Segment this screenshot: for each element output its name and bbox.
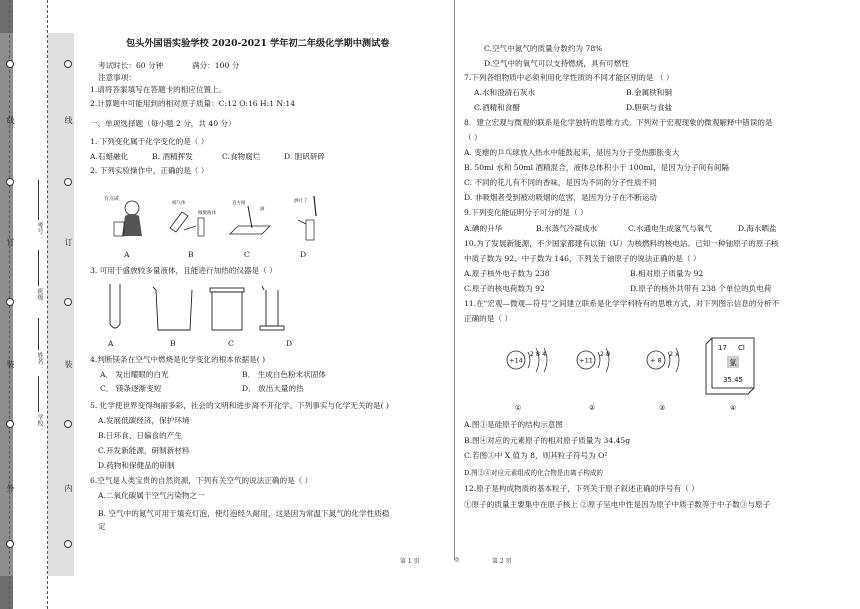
atom-shells: 2 8 bbox=[599, 350, 611, 358]
page-number-2: 第 2 页 bbox=[492, 558, 512, 565]
binding-label: 线 bbox=[6, 116, 15, 124]
q5-option-c: C.开发新能源，研制新材料 bbox=[98, 446, 190, 455]
q1-stem: 1. 下列变化属于化学变化的是（ ） bbox=[90, 137, 209, 146]
q10-option-d: D.原子的核外共带有 238 个单位的负电荷 bbox=[630, 284, 772, 293]
binding-circle bbox=[64, 60, 72, 68]
q2-stem: 2. 下列实验操作中，正确的是（ ） bbox=[90, 166, 209, 175]
q4-option-d: D． 放出大量的热 bbox=[242, 384, 304, 393]
q7-option-b: B.金属铁和铜 bbox=[626, 88, 672, 97]
atom-nucleus: + 8 bbox=[650, 356, 662, 365]
column-divider bbox=[454, 0, 455, 560]
q10-option-b: B.相对原子质量为 92 bbox=[630, 269, 704, 278]
atom-diagram-2 bbox=[577, 348, 610, 412]
q2-figure-text: 洒汁了 bbox=[294, 199, 308, 204]
q1-option-d: D. 胆矾研碎 bbox=[284, 152, 326, 161]
exam-number-field-label: 考号： bbox=[36, 222, 43, 240]
q4-option-b: B． 生成白色粉末状固体 bbox=[242, 370, 326, 379]
paper-illustration bbox=[230, 199, 270, 234]
gas-jar-icon bbox=[210, 288, 244, 330]
q10-option-a: A.原子核外电子数为 238 bbox=[464, 269, 550, 278]
q3-option-b: B bbox=[170, 339, 176, 348]
binding-label: 订 bbox=[6, 238, 15, 246]
element-tile bbox=[706, 338, 754, 412]
atom-shells: 2 8 4 bbox=[529, 350, 547, 358]
q10-stem: 10.为了发展新能源，不少国家都建有以铀（U）为核燃料的核电站。已知一种铀原子的原子核 bbox=[464, 239, 779, 248]
q5-option-a: A.发展低碳经济，保护环境 bbox=[98, 416, 190, 425]
q9-option-c: C.水通电生成氢气与氧气 bbox=[628, 224, 712, 233]
q7-stem: 7.下列各组物质中必须利用化学性质的不同才能区别的是 （ ） bbox=[464, 73, 674, 82]
inner-cut-line bbox=[47, 0, 48, 609]
q7-option-c: C.酒精和食醋 bbox=[474, 103, 520, 112]
q2-figure-text: 有点咸 bbox=[104, 196, 120, 202]
q3-option-d: D bbox=[286, 339, 293, 348]
atom-diagram-3 bbox=[647, 348, 679, 412]
q11-option-b: B.图④对应的元素原子的相对原子质量为 34.45g bbox=[464, 436, 631, 445]
q11-stem: 11.在"宏观—微观—符号"之间建立联系是化学学科特有的思维方式，对下列图示信息的分析不 bbox=[464, 299, 780, 308]
tasting-illustration bbox=[104, 195, 142, 236]
class-line bbox=[38, 250, 39, 286]
binding-label: 外 bbox=[6, 484, 15, 492]
section-heading: 一、单项选择题（每小题 2 分，共 40 分） bbox=[90, 119, 236, 128]
atom-shells: 2 x bbox=[668, 350, 680, 358]
q6-option-d: D.空气中的氧气可以支持燃烧，具有可燃性 bbox=[484, 59, 629, 68]
binding-circle bbox=[6, 420, 14, 428]
exam-time: 考试时长：60 分钟 bbox=[98, 61, 164, 70]
measuring-cylinder-icon bbox=[260, 286, 284, 330]
q11-option-a: A.图①是硅原子的结构示意图 bbox=[464, 420, 564, 429]
q6-option-c: C.空气中氮气的质量分数约为 78% bbox=[484, 44, 603, 53]
q3-figure bbox=[98, 282, 298, 334]
atom-nucleus: +11 bbox=[579, 356, 593, 365]
element-number: 17 bbox=[718, 344, 727, 352]
exam-number-line bbox=[38, 180, 39, 220]
q11-option-c: C.若图③中 X 值为 8，则其粒子符号为 O² bbox=[464, 451, 608, 460]
q9-option-a: A.碘的升华 bbox=[464, 224, 503, 233]
q3-option-a: A bbox=[108, 339, 114, 348]
q2-figure-text: 滴 bbox=[260, 207, 265, 212]
full-score: 满分：100 分 bbox=[192, 61, 240, 70]
binding-circle bbox=[6, 298, 14, 306]
q8-option-d: D. 非吸烟者受到被动吸烟的危害，是因为分子在不断运动 bbox=[464, 193, 657, 202]
element-name: 氯 bbox=[729, 359, 737, 367]
gray-block-top bbox=[0, 0, 13, 33]
smelling-illustration bbox=[170, 199, 216, 236]
q8-stem-cont: （ ） bbox=[464, 133, 482, 142]
q11-option-d: D.图②④对应元素组成的化合物是由离子构成的 bbox=[464, 469, 604, 477]
q4-option-c: C． 镁条逐渐变短 bbox=[100, 384, 162, 393]
element-mass: 35.45 bbox=[722, 376, 744, 384]
dropper-illustration bbox=[294, 196, 316, 240]
q8-stem: 8．建立宏观与微观的联系是化学独特的思维方式。下列对于宏观现象的微观解释中错误的是 bbox=[464, 118, 773, 127]
q6-stem: 6.空气是人类宝贵的自然资源，下列有关空气的说法正确的是（ ） bbox=[90, 476, 313, 485]
school-line bbox=[38, 376, 39, 412]
q12-stem: 12.原子是构成物质的基本粒子，下列关于原子叙述正确的序号有（ ） bbox=[464, 484, 699, 493]
binding-label: 内 bbox=[64, 484, 73, 492]
q3-stem: 3. 可用于盛放较多量液体，且能进行加热的仪器是（ ） bbox=[90, 266, 277, 275]
binding-label: 装 bbox=[6, 360, 15, 368]
q2-figure-text: 直方纸 bbox=[232, 201, 246, 206]
page-number-1: 第 1 页 bbox=[400, 558, 420, 565]
q9-option-d: D.海水晒盐 bbox=[738, 224, 777, 233]
q12-line2: ①原子的质量主要集中在原子核上 ②原子呈电中性是因为原子中质子数等于中子数③与原子 bbox=[464, 500, 771, 509]
notes-heading: 注意事项： bbox=[98, 73, 136, 82]
name-line bbox=[38, 318, 39, 350]
q2-option-c: C bbox=[244, 250, 250, 259]
q2-option-a: A bbox=[124, 250, 130, 259]
q11-figure bbox=[496, 330, 786, 420]
binding-circle bbox=[6, 60, 14, 68]
figure-label: ④ bbox=[729, 404, 737, 412]
atom-nucleus: +14 bbox=[509, 356, 523, 365]
q5-option-b: B.日环食、日偏食的产生 bbox=[98, 431, 182, 440]
q10-option-c: C.原子的核电荷数为 92 bbox=[464, 284, 545, 293]
binding-circle bbox=[64, 420, 72, 428]
q2-option-d: D bbox=[300, 250, 307, 259]
binding-circle bbox=[6, 540, 14, 548]
exam-title: 包头外国语实验学校 2020-2021 学年初二年级化学期中测试卷 bbox=[126, 38, 390, 49]
q9-option-b: B.水蒸气冷凝成水 bbox=[536, 224, 598, 233]
q6-option-b: B. 空气中的氮气可用于填充灯泡，使灯泡经久耐用，这是因为常温下氮气的化学性质稳 bbox=[98, 509, 390, 518]
q4-option-a: A． 发出耀眼的白光 bbox=[100, 370, 169, 379]
binding-circle bbox=[64, 540, 72, 548]
q5-option-d: D.药物和保健品的研制 bbox=[98, 461, 175, 470]
beaker-icon bbox=[153, 287, 192, 330]
q8-option-a: A. 变瘪的乒乓球放入热水中能鼓起来，是因为分子受热膨胀变大 bbox=[464, 148, 680, 157]
q2-option-b: B bbox=[188, 250, 194, 259]
name-field-label: 姓名： bbox=[36, 352, 43, 370]
left-column bbox=[88, 0, 450, 609]
q2-figure-text: 倾倒液体 bbox=[198, 211, 216, 216]
binding-circle bbox=[64, 178, 72, 186]
q6-option-b-cont: 定 bbox=[98, 522, 106, 531]
binding-circle bbox=[64, 298, 72, 306]
figure-label: ① bbox=[514, 404, 522, 412]
figure-label: ② bbox=[588, 404, 596, 412]
binding-label: 装 bbox=[64, 360, 73, 368]
q2-figure bbox=[102, 190, 332, 248]
q7-option-a: A.水和澄清石灰水 bbox=[474, 88, 536, 97]
note-1: 1.请将答案填写在答题卡的相应位置上。 bbox=[90, 85, 227, 94]
class-field-label: 班级： bbox=[36, 288, 43, 306]
q5-stem: 5. 化学使世界变得绚丽多彩，社会的文明和进步离不开化学。下列事实与化学无关的是( ) bbox=[90, 401, 389, 410]
right-column bbox=[462, 0, 822, 609]
q1-option-b: B. 酒精挥发 bbox=[152, 152, 193, 161]
q3-option-c: C bbox=[228, 339, 234, 348]
gray-block-bottom bbox=[0, 576, 13, 609]
figure-label: ③ bbox=[658, 404, 666, 412]
q7-option-d: D.胆矾与食盐 bbox=[626, 103, 673, 112]
q8-option-c: C. 不同的花儿有不同的香味，是因为不同的分子性质不同 bbox=[464, 178, 657, 187]
binding-label: 订 bbox=[64, 238, 73, 246]
q8-option-b: B. 50ml 水和 50ml 酒精混合，液体总体积小于 100ml，是因为分子间有间隔 bbox=[464, 163, 730, 172]
q9-stem: 9.下列变化能证明分子可分的是（ ） bbox=[464, 208, 588, 217]
q1-option-c: C.食物腐烂 bbox=[222, 152, 261, 161]
binding-label: 线 bbox=[64, 116, 73, 124]
q6-option-a: A.二氧化碳属于空气污染物之一 bbox=[98, 491, 205, 500]
q1-option-a: A.石蜡融化 bbox=[90, 152, 129, 161]
q11-stem-cont: 正确的是（ ） bbox=[464, 314, 512, 323]
test-tube-icon bbox=[110, 284, 120, 328]
binding-strip bbox=[0, 0, 82, 609]
school-field-label: 学校： bbox=[36, 414, 43, 432]
q10-stem-cont: 中质子数为 92、中子数为 146，下列关于铀原子的说法正确的是（ ） bbox=[464, 254, 701, 263]
note-2: 2.计算题中可能用到的相对原子质量：C:12 O:16 H:1 N:14 bbox=[90, 99, 296, 108]
element-symbol: Cl bbox=[738, 344, 745, 352]
atom-diagram-1 bbox=[507, 348, 547, 412]
q4-stem: 4.判断镁条在空气中燃烧是化学变化的根本依据是( ) bbox=[90, 355, 266, 364]
page-separator: ◎ bbox=[454, 556, 460, 563]
q2-figure-text: 闻气体 bbox=[172, 201, 186, 206]
binding-circle bbox=[6, 178, 14, 186]
